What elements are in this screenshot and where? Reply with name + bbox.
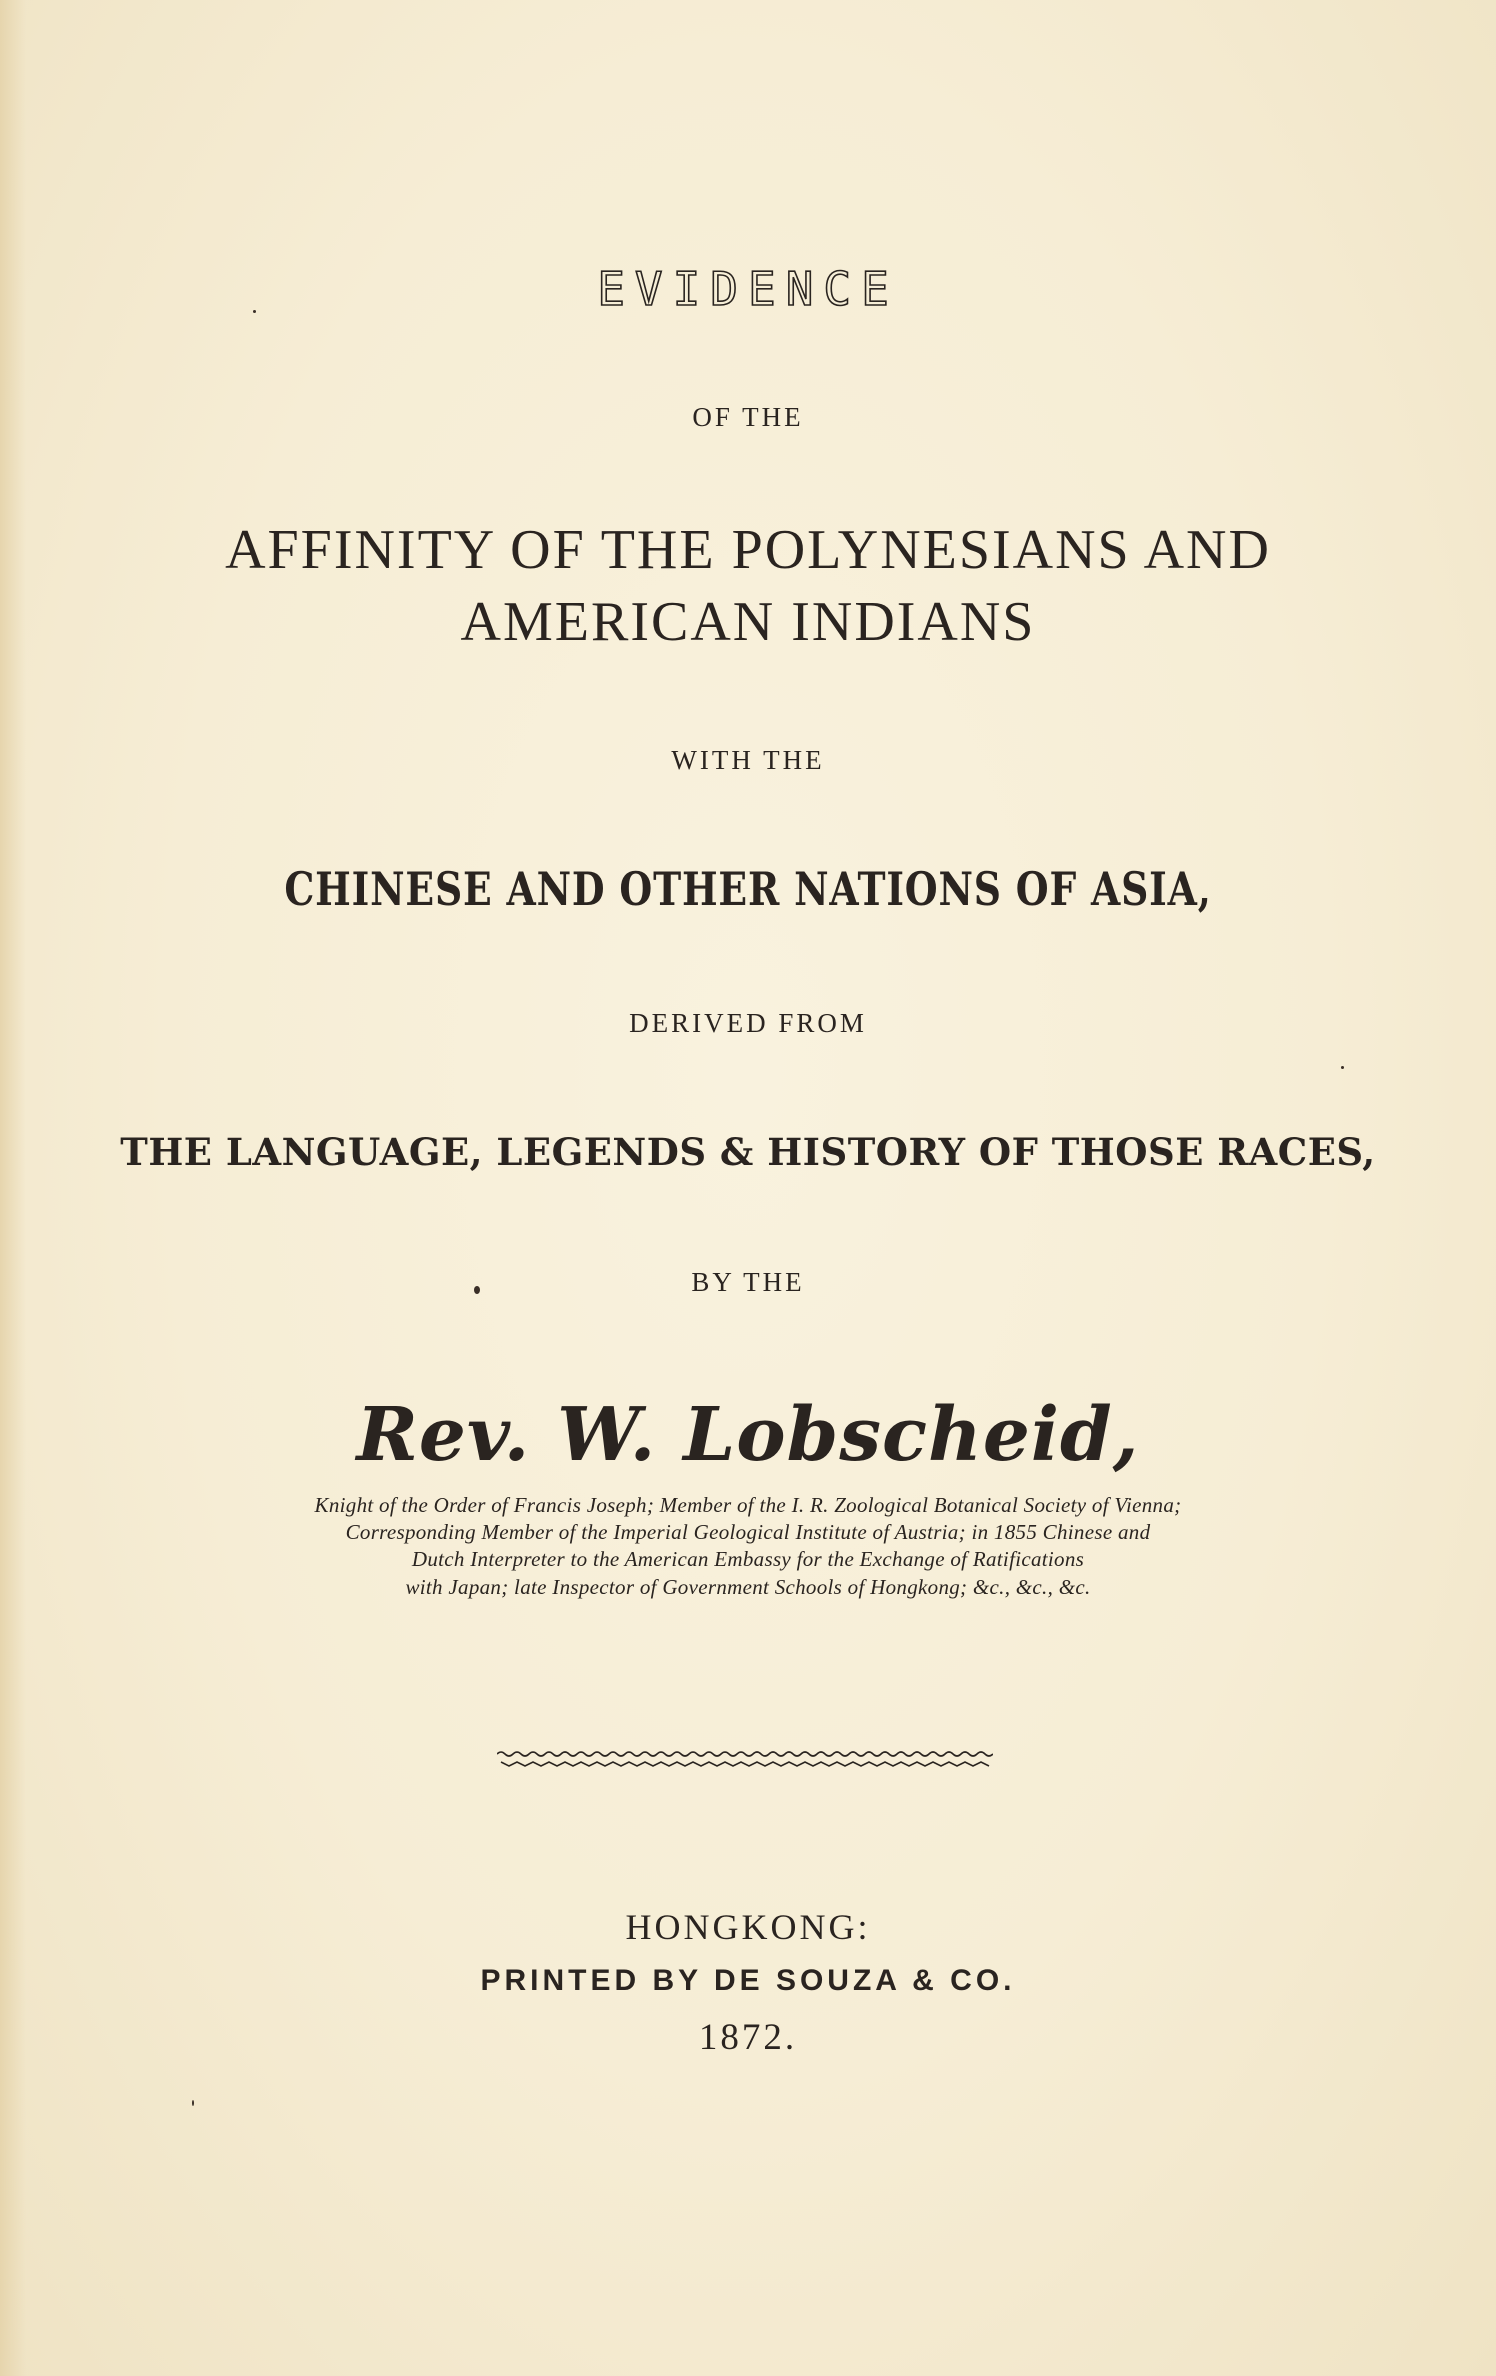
heading-evidence: EVIDENCE: [597, 262, 899, 316]
connector-derived-from: DERIVED FROM: [629, 1008, 867, 1038]
title-line-1: AFFINITY OF THE POLYNESIANS AND: [225, 519, 1271, 581]
imprint-printer: PRINTED BY DE SOUZA & CO.: [480, 1964, 1016, 1997]
ink-speck: [1341, 1066, 1344, 1069]
credentials-line-1: Knight of the Order of Francis Joseph; Member of the I. R. Zoological Botanical Society of Vienna;: [314, 1493, 1182, 1517]
ink-speck: [192, 2100, 194, 2106]
connector-by-the: BY THE: [691, 1267, 805, 1297]
connector-of-the: OF THE: [692, 402, 804, 432]
ink-speck: [253, 310, 256, 313]
imprint-year: 1872.: [698, 2017, 798, 2058]
title-line-2: AMERICAN INDIANS: [460, 591, 1036, 653]
credentials-line-4: with Japan; late Inspector of Government Schools of Hongkong; &c., &c., &c.: [405, 1575, 1091, 1599]
ink-speck: [474, 1286, 480, 1294]
connector-with-the: WITH THE: [671, 745, 825, 775]
subtitle-chinese-nations: CHINESE AND OTHER NATIONS OF ASIA,: [284, 862, 1212, 916]
decorative-rule: [497, 1748, 993, 1772]
credentials-line-3: Dutch Interpreter to the American Embassy for the Exchange of Ratifications: [411, 1547, 1085, 1571]
subtitle-language-legends: THE LANGUAGE, LEGENDS & HISTORY OF THOSE RACES,: [120, 1130, 1376, 1174]
credentials-line-2: Corresponding Member of the Imperial Geological Institute of Austria; in 1855 Chinese and: [345, 1520, 1151, 1544]
author-name: Rev. W. Lobscheid,: [356, 1392, 1140, 1478]
imprint-place: HONGKONG:: [625, 1907, 871, 1947]
